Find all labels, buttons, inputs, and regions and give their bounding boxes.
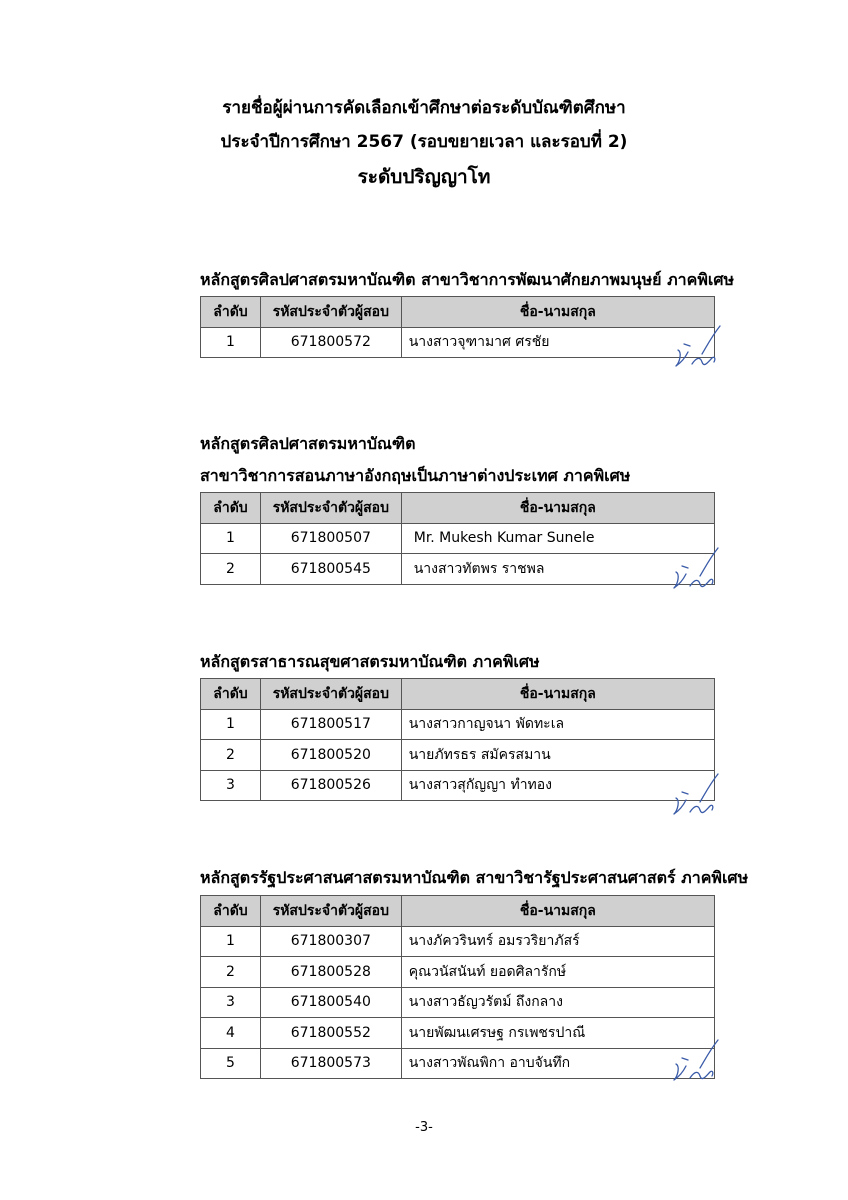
cell-id: 671800528 bbox=[260, 957, 401, 988]
cell-no: 2 bbox=[201, 957, 261, 988]
page-number: -3- bbox=[415, 1120, 433, 1135]
cell-id: 671800507 bbox=[260, 523, 401, 554]
col-header-name: ชื่อ-นามสกุล bbox=[401, 896, 714, 927]
cell-id: 671800520 bbox=[260, 740, 401, 771]
cell-id: 671800572 bbox=[260, 327, 401, 358]
doc-title-line2: ประจำปีการศึกษา 2567 (รอบขยายเวลา และรอบที่ 2) bbox=[220, 132, 628, 152]
table-row bbox=[201, 987, 715, 1018]
table-header-row bbox=[201, 297, 715, 328]
cell-no: 5 bbox=[201, 1048, 261, 1079]
table-header-row bbox=[201, 493, 715, 524]
table-row bbox=[201, 770, 715, 801]
cell-name: นางสาวจุฑามาศ ศรชัย bbox=[401, 327, 714, 358]
section-2-table bbox=[200, 492, 715, 585]
section-3-title: หลักสูตรสาธารณสุขศาสตรมหาบัณฑิต ภาคพิเศษ bbox=[200, 652, 540, 671]
col-header-name: ชื่อ-นามสกุล bbox=[401, 679, 714, 710]
col-header-id: รหัสประจำตัวผู้สอบ bbox=[260, 679, 401, 710]
cell-no: 1 bbox=[201, 327, 261, 358]
cell-no: 3 bbox=[201, 770, 261, 801]
cell-id: 671800552 bbox=[260, 1018, 401, 1049]
cell-no: 3 bbox=[201, 987, 261, 1018]
col-header-name: ชื่อ-นามสกุล bbox=[401, 493, 714, 524]
table-header-row bbox=[201, 679, 715, 710]
cell-name: นางสาวพัณพิกา อาบจันทึก bbox=[401, 1048, 714, 1079]
table-row bbox=[201, 926, 715, 957]
table-row bbox=[201, 740, 715, 771]
section-2-title: หลักสูตรศิลปศาสตรมหาบัณฑิต bbox=[200, 434, 416, 453]
col-header-no: ลำดับ bbox=[201, 679, 261, 710]
cell-id: 671800307 bbox=[260, 926, 401, 957]
signature-initials-icon bbox=[666, 1036, 726, 1086]
signature-initials-icon bbox=[666, 770, 726, 820]
cell-name: นางสาวกาญจนา พัดทะเล bbox=[401, 709, 714, 740]
cell-id: 671800573 bbox=[260, 1048, 401, 1079]
cell-no: 1 bbox=[201, 926, 261, 957]
doc-title-degree-level: ระดับปริญญาโท bbox=[357, 166, 491, 188]
cell-name: นายพัฒนเศรษฐ กรเพชรปาณี bbox=[401, 1018, 714, 1049]
table-row bbox=[201, 523, 715, 554]
table-row bbox=[201, 554, 715, 585]
cell-no: 1 bbox=[201, 523, 261, 554]
col-header-no: ลำดับ bbox=[201, 297, 261, 328]
col-header-id: รหัสประจำตัวผู้สอบ bbox=[260, 896, 401, 927]
cell-name: นางสาวธัญวรัตม์ ถึงกลาง bbox=[401, 987, 714, 1018]
col-header-id: รหัสประจำตัวผู้สอบ bbox=[260, 493, 401, 524]
section-2-subtitle: สาขาวิชาการสอนภาษาอังกฤษเป็นภาษาต่างประเทศ ภาคพิเศษ bbox=[200, 466, 631, 485]
section-4-table bbox=[200, 895, 715, 1079]
col-header-id: รหัสประจำตัวผู้สอบ bbox=[260, 297, 401, 328]
cell-id: 671800545 bbox=[260, 554, 401, 585]
cell-no: 4 bbox=[201, 1018, 261, 1049]
doc-title-line1: รายชื่อผู้ผ่านการคัดเลือกเข้าศึกษาต่อระดับบัณฑิตศึกษา bbox=[222, 98, 626, 118]
col-header-no: ลำดับ bbox=[201, 896, 261, 927]
signature-initials-icon bbox=[666, 544, 726, 594]
section-1-title: หลักสูตรศิลปศาสตรมหาบัณฑิต สาขาวิชาการพัฒนาศักยภาพมนุษย์ ภาคพิเศษ bbox=[200, 270, 735, 289]
table-row bbox=[201, 709, 715, 740]
cell-no: 2 bbox=[201, 740, 261, 771]
cell-name: Mr. Mukesh Kumar Sunele bbox=[401, 523, 714, 554]
col-header-name: ชื่อ-นามสกุล bbox=[401, 297, 714, 328]
table-header-row bbox=[201, 896, 715, 927]
cell-id: 671800517 bbox=[260, 709, 401, 740]
cell-id: 671800540 bbox=[260, 987, 401, 1018]
cell-name: นายภัทรธร สมัครสมาน bbox=[401, 740, 714, 771]
signature-initials-icon bbox=[668, 322, 728, 372]
cell-name: นางสาวทัตพร ราชพล bbox=[401, 554, 714, 585]
cell-name: นางภัควรินทร์ อมรวริยาภัสร์ bbox=[401, 926, 714, 957]
section-3-table bbox=[200, 678, 715, 801]
cell-no: 2 bbox=[201, 554, 261, 585]
section-1-table bbox=[200, 296, 715, 358]
cell-name: คุณวนัสนันท์ ยอดศิลารักษ์ bbox=[401, 957, 714, 988]
cell-no: 1 bbox=[201, 709, 261, 740]
col-header-no: ลำดับ bbox=[201, 493, 261, 524]
table-row bbox=[201, 327, 715, 358]
table-row bbox=[201, 1048, 715, 1079]
table-row bbox=[201, 957, 715, 988]
cell-id: 671800526 bbox=[260, 770, 401, 801]
cell-name: นางสาวสุกัญญา ทำทอง bbox=[401, 770, 714, 801]
section-4-title: หลักสูตรรัฐประศาสนศาสตรมหาบัณฑิต สาขาวิชารัฐประศาสนศาสตร์ ภาคพิเศษ bbox=[200, 868, 749, 887]
table-row bbox=[201, 1018, 715, 1049]
